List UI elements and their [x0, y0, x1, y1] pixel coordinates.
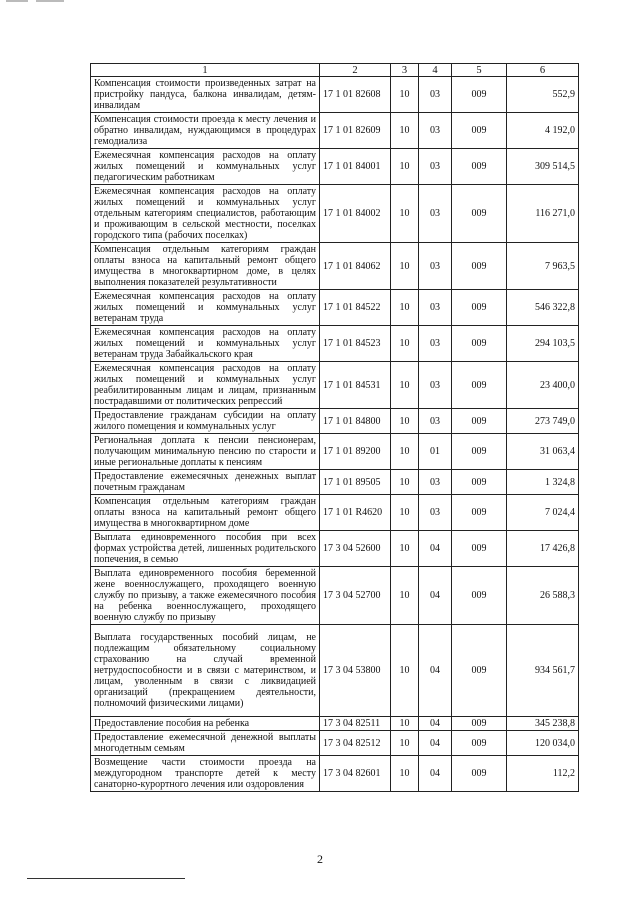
- row-subsection: 04: [419, 531, 452, 567]
- row-name: Ежемесячная компенсация расходов на оплату жилых помещений и коммунальных услуг отдельным категориям специалистов, работающим и проживающим в сельской местности, поселках городского типа (рабочих поселках): [91, 185, 320, 243]
- row-section: 10: [391, 731, 419, 756]
- row-expense-type: 009: [452, 409, 507, 434]
- row-section: 10: [391, 243, 419, 290]
- row-code: 17 1 01 84531: [320, 362, 391, 409]
- row-expense-type: 009: [452, 756, 507, 792]
- row-code: 17 1 01 82609: [320, 113, 391, 149]
- table-row: [91, 717, 579, 731]
- table-row: [91, 326, 579, 362]
- row-amount: 546 322,8: [507, 290, 579, 326]
- budget-table-container: [90, 63, 578, 792]
- row-subsection: 03: [419, 495, 452, 531]
- table-row: [91, 434, 579, 470]
- table-header-row: [91, 64, 579, 77]
- row-subsection: 01: [419, 434, 452, 470]
- row-subsection: 03: [419, 243, 452, 290]
- table-row: [91, 77, 579, 113]
- row-code: 17 3 04 82601: [320, 756, 391, 792]
- row-amount: 17 426,8: [507, 531, 579, 567]
- row-expense-type: 009: [452, 243, 507, 290]
- row-code: 17 1 01 84523: [320, 326, 391, 362]
- row-code: 17 1 01 82608: [320, 77, 391, 113]
- row-subsection: 04: [419, 731, 452, 756]
- row-expense-type: 009: [452, 717, 507, 731]
- row-expense-type: 009: [452, 362, 507, 409]
- row-amount: 345 238,8: [507, 717, 579, 731]
- table-row: [91, 567, 579, 625]
- row-expense-type: 009: [452, 149, 507, 185]
- table-row: [91, 625, 579, 717]
- header-col-6: 6: [507, 64, 579, 77]
- row-name: Компенсация стоимости проезда к месту лечения и обратно инвалидам, нуждающимся в процедурах гемодиализа: [91, 113, 320, 149]
- row-expense-type: 009: [452, 290, 507, 326]
- row-amount: 934 561,7: [507, 625, 579, 717]
- row-code: 17 1 01 84522: [320, 290, 391, 326]
- budget-table: [90, 63, 579, 792]
- row-name: Предоставление ежемесячной денежной выплаты многодетным семьям: [91, 731, 320, 756]
- row-code: 17 1 01 84800: [320, 409, 391, 434]
- page-number: 2: [317, 852, 323, 866]
- row-section: 10: [391, 290, 419, 326]
- table-row: [91, 470, 579, 495]
- row-amount: 112,2: [507, 756, 579, 792]
- row-section: 10: [391, 77, 419, 113]
- table-row: [91, 495, 579, 531]
- row-amount: 1 324,8: [507, 470, 579, 495]
- row-subsection: 03: [419, 326, 452, 362]
- header-col-3: 3: [391, 64, 419, 77]
- row-name: Предоставление гражданам субсидии на оплату жилого помещения и коммунальных услуг: [91, 409, 320, 434]
- row-name: Выплата единовременного пособия при всех формах устройства детей, лишенных родительского попечения, в семью: [91, 531, 320, 567]
- row-expense-type: 009: [452, 731, 507, 756]
- table-row: [91, 149, 579, 185]
- row-section: 10: [391, 625, 419, 717]
- table-row: [91, 290, 579, 326]
- row-section: 10: [391, 470, 419, 495]
- row-section: 10: [391, 756, 419, 792]
- row-subsection: 04: [419, 717, 452, 731]
- row-name: Ежемесячная компенсация расходов на оплату жилых помещений и коммунальных услуг ветеранам труда: [91, 290, 320, 326]
- row-section: 10: [391, 567, 419, 625]
- row-name: Региональная доплата к пенсии пенсионерам, получающим минимальную пенсию по старости и иные региональные доплаты к пенсиям: [91, 434, 320, 470]
- row-code: 17 1 01 89505: [320, 470, 391, 495]
- row-expense-type: 009: [452, 495, 507, 531]
- row-name: Выплата государственных пособий лицам, не подлежащим обязательному социальному страхованию на случай временной нетрудоспособности и в связи с материнством, и лицам, уволенным в связи с ликвидацией организаций (прекращением деятельности, полномочий физическими лицами): [91, 625, 320, 717]
- row-section: 10: [391, 113, 419, 149]
- scan-artifact: [36, 0, 64, 2]
- row-section: 10: [391, 531, 419, 567]
- row-code: 17 1 01 89200: [320, 434, 391, 470]
- scan-artifact: [6, 0, 28, 2]
- row-subsection: 04: [419, 567, 452, 625]
- row-code: 17 3 04 82512: [320, 731, 391, 756]
- row-amount: 552,9: [507, 77, 579, 113]
- row-amount: 309 514,5: [507, 149, 579, 185]
- row-section: 10: [391, 495, 419, 531]
- row-subsection: 03: [419, 290, 452, 326]
- row-code: 17 1 01 R4620: [320, 495, 391, 531]
- row-expense-type: 009: [452, 434, 507, 470]
- row-code: 17 3 04 53800: [320, 625, 391, 717]
- row-code: 17 3 04 52600: [320, 531, 391, 567]
- row-amount: 4 192,0: [507, 113, 579, 149]
- row-name: Компенсация стоимости произведенных затрат на пристройку пандуса, балкона инвалидам, детям-инвалидам: [91, 77, 320, 113]
- row-subsection: 03: [419, 409, 452, 434]
- row-section: 10: [391, 434, 419, 470]
- row-expense-type: 009: [452, 185, 507, 243]
- row-name: Ежемесячная компенсация расходов на оплату жилых помещений и коммунальных услуг педагогическим работникам: [91, 149, 320, 185]
- row-subsection: 03: [419, 149, 452, 185]
- row-name: Компенсация отдельным категориям граждан оплаты взноса на капитальный ремонт общего имущества в многоквартирном доме: [91, 495, 320, 531]
- row-subsection: 03: [419, 362, 452, 409]
- header-col-1: 1: [91, 64, 320, 77]
- row-section: 10: [391, 362, 419, 409]
- row-code: 17 1 01 84002: [320, 185, 391, 243]
- row-expense-type: 009: [452, 470, 507, 495]
- row-expense-type: 009: [452, 567, 507, 625]
- table-row: [91, 531, 579, 567]
- row-name: Компенсация отдельным категориям граждан оплаты взноса на капитальный ремонт общего имущества в многоквартирном доме, в целях выполнения показателей результативности: [91, 243, 320, 290]
- table-row: [91, 243, 579, 290]
- table-row: [91, 731, 579, 756]
- row-name: Предоставление ежемесячных денежных выплат почетным гражданам: [91, 470, 320, 495]
- footer-divider: [27, 878, 185, 879]
- table-row: [91, 756, 579, 792]
- row-amount: 7 963,5: [507, 243, 579, 290]
- row-section: 10: [391, 717, 419, 731]
- row-expense-type: 009: [452, 326, 507, 362]
- row-section: 10: [391, 149, 419, 185]
- row-code: 17 3 04 52700: [320, 567, 391, 625]
- row-section: 10: [391, 326, 419, 362]
- row-amount: 294 103,5: [507, 326, 579, 362]
- row-code: 17 1 01 84001: [320, 149, 391, 185]
- row-expense-type: 009: [452, 113, 507, 149]
- row-subsection: 03: [419, 470, 452, 495]
- row-subsection: 03: [419, 185, 452, 243]
- table-row: [91, 409, 579, 434]
- header-col-4: 4: [419, 64, 452, 77]
- table-row: [91, 362, 579, 409]
- row-amount: 23 400,0: [507, 362, 579, 409]
- header-col-2: 2: [320, 64, 391, 77]
- table-body: [91, 77, 579, 792]
- row-amount: 116 271,0: [507, 185, 579, 243]
- row-subsection: 03: [419, 77, 452, 113]
- row-code: 17 1 01 84062: [320, 243, 391, 290]
- row-section: 10: [391, 409, 419, 434]
- row-name: Выплата единовременного пособия беременной жене военнослужащего, проходящего военную службу по призыву, а также ежемесячного пособия на ребенка военнослужащего, проходящего военную службу по призыву: [91, 567, 320, 625]
- row-subsection: 04: [419, 756, 452, 792]
- row-amount: 26 588,3: [507, 567, 579, 625]
- row-amount: 273 749,0: [507, 409, 579, 434]
- row-name: Предоставление пособия на ребенка: [91, 717, 320, 731]
- header-col-5: 5: [452, 64, 507, 77]
- row-expense-type: 009: [452, 625, 507, 717]
- row-amount: 7 024,4: [507, 495, 579, 531]
- row-amount: 31 063,4: [507, 434, 579, 470]
- row-name: Ежемесячная компенсация расходов на оплату жилых помещений и коммунальных услуг реабилитированным лицам и лицам, признанным пострадавшими от политических репрессий: [91, 362, 320, 409]
- row-name: Ежемесячная компенсация расходов на оплату жилых помещений и коммунальных услуг ветеранам труда Забайкальского края: [91, 326, 320, 362]
- row-code: 17 3 04 82511: [320, 717, 391, 731]
- table-row: [91, 113, 579, 149]
- row-expense-type: 009: [452, 77, 507, 113]
- row-section: 10: [391, 185, 419, 243]
- row-name: Возмещение части стоимости проезда на междугородном транспорте детей к месту санаторно-курортного лечения или оздоровления: [91, 756, 320, 792]
- row-subsection: 03: [419, 113, 452, 149]
- table-row: [91, 185, 579, 243]
- row-subsection: 04: [419, 625, 452, 717]
- row-expense-type: 009: [452, 531, 507, 567]
- row-amount: 120 034,0: [507, 731, 579, 756]
